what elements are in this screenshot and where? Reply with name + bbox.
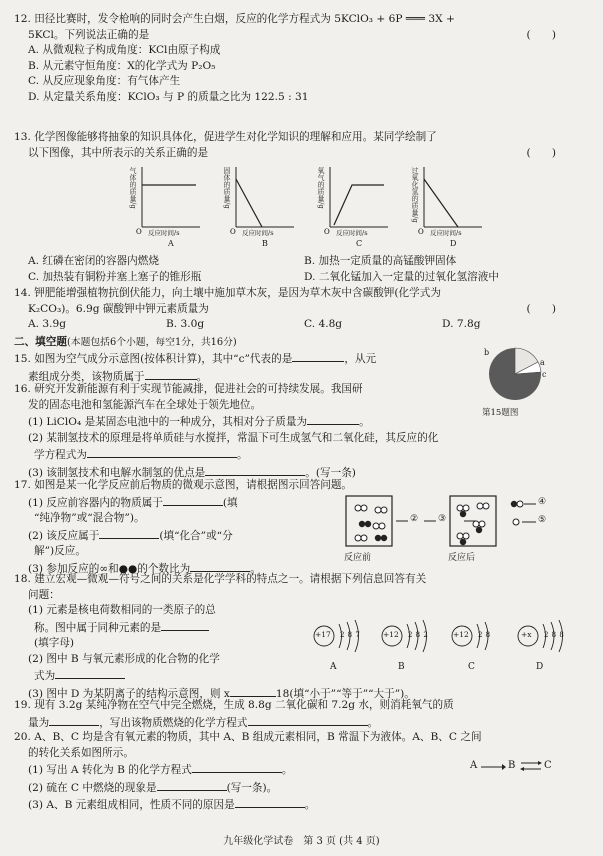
answer-blank[interactable] — [145, 368, 197, 380]
q17-part2-cont: 解”)反应。 — [34, 545, 86, 557]
answer-blank[interactable] — [307, 413, 359, 425]
q12-option-b: B. 从元素守恒角度：X的化学式为 P₂O₅ — [28, 59, 216, 72]
answer-blank[interactable] — [205, 464, 305, 476]
q14-option-c: C. 4.8g — [304, 318, 343, 330]
section-title: 二、填空题(本题包括6个小题，每空1分，共16分) — [14, 336, 237, 348]
answer-blank[interactable] — [248, 714, 368, 726]
atom-b-caption: B — [398, 662, 405, 672]
arrow-icon — [480, 762, 506, 772]
svg-text:O: O — [418, 228, 424, 235]
q20-line2: 的转化关系如图所示。 — [28, 746, 134, 759]
q13-option-d: D. 二氧化锰加入一定量的过氧化氢溶液中 — [304, 270, 499, 283]
answer-blank[interactable] — [161, 619, 209, 631]
q16-part3: (3) 该制氢技术和电解水制氢的优点是 。(写一条) — [14, 464, 580, 482]
q17-part2: (2) 该反应属于 (填“化合”或“分 — [14, 527, 580, 545]
mark-2: ② — [410, 514, 419, 524]
q13-options — [14, 254, 580, 285]
q20-line1: 20. A、B、C 均是含有氧元素的物质，其中 A、B 组成元素相同，B 常温下为液体。A、B、C 之间 — [14, 731, 482, 743]
graph-c-caption: C — [356, 239, 363, 248]
q17-part3: (3) 参加反应的∞和●●的个数比为 。 — [14, 560, 580, 578]
graph-d-plot — [410, 165, 484, 235]
q16-part1: (1) LiClO₄ 是某固态电池中的一种成分，其相对分子质量为 。 — [14, 413, 580, 431]
q15-line1: 15. 如图为空气成分示意图(按体积计算)，其中“c”代表的是 ，从元 — [14, 350, 474, 368]
answer-blank[interactable] — [292, 350, 344, 362]
graph-a — [128, 165, 202, 247]
atom-d-caption: D — [536, 662, 544, 672]
graph-c-ylabel: 氧气的质量/g — [317, 167, 325, 209]
before-label: 反应前 — [344, 553, 372, 563]
atom-c-caption: C — [468, 662, 475, 672]
atom-a-shells: 2 8 7 — [340, 631, 361, 639]
q12-line2: 5KCl。下列说法正确的是 ( ) — [14, 28, 580, 44]
graph-b-plot — [222, 165, 296, 235]
q20-part2: (2) 硫在 C 中燃烧的现象是 (写一条)。 — [14, 779, 580, 797]
graph-d-xlabel: 反应时间/s — [430, 229, 462, 237]
figure-caption: 第15题图 — [482, 408, 519, 418]
question-16 — [14, 382, 580, 481]
question-14 — [14, 286, 580, 333]
q20-part3: (3) A、B 元素组成相同，性质不同的原因是 。 — [14, 796, 580, 814]
answer-blank[interactable] — [87, 446, 237, 458]
q18-line2: 问题： — [28, 588, 60, 601]
graph-a-xlabel: 反应时间/s — [148, 229, 180, 237]
answer-paren: ( ) — [526, 28, 556, 41]
q16-line2: 发的固态电池和氢能源汽车在全球处于领先地位。 — [28, 398, 262, 411]
answer-paren: ( ) — [526, 146, 556, 159]
relation-b: B — [508, 760, 516, 771]
answer-blank[interactable] — [157, 779, 227, 791]
q13-line2: 以下图像，其中所表示的关系正确的是 ( ) — [14, 146, 580, 162]
atom-b-nucleus: +12 — [383, 630, 399, 639]
q14-line2: K₂CO₃)。6.9g 碳酸钾中钾元素质量为 ( ) — [14, 302, 580, 318]
q13-line1: 13. 化学图像能够将抽象的知识具体化，促进学生对化学知识的理解和应用。某同学绘制了 — [14, 131, 437, 143]
reaction-diagram — [342, 494, 582, 572]
atom-b-shells: 2 8 2 — [408, 631, 429, 639]
reversible-arrow-icon — [520, 759, 542, 773]
q13-option-c: C. 加热装有铜粉并塞上塞子的锥形瓶 — [28, 270, 202, 283]
q18-part1-cont: 称。图中属于同种元素的是 — [14, 619, 580, 637]
atom-d-nucleus: +x — [521, 630, 532, 639]
graph-b-caption: B — [262, 239, 268, 248]
after-label: 反应后 — [448, 553, 476, 563]
q17-part1-cont: “纯净物”或“混合物”)。 — [34, 512, 145, 524]
svg-text:O: O — [324, 228, 330, 235]
atom-d-shells: 2 8 8 — [544, 631, 565, 639]
q19-line1: 19. 现有 3.2g 某纯净物在空气中完全燃烧，生成 8.8g 二氧化碳和 7.2g 水，则消耗氧气的质 — [14, 699, 454, 711]
answer-blank[interactable] — [230, 685, 276, 697]
q14-option-a: A. 3.9g — [28, 318, 67, 330]
pie-label-a: a — [540, 358, 545, 367]
atom-a-nucleus: +17 — [315, 630, 331, 639]
graph-a-ylabel: 气体的质量/g — [129, 167, 137, 209]
graph-d — [410, 165, 484, 247]
answer-blank[interactable] — [235, 796, 305, 808]
q16-line1: 16. 研究开发新能源有利于实现节能减排，促进社会的可持续发展。我国研 — [14, 383, 363, 395]
graph-c-xlabel: 反应时间/s — [336, 229, 368, 237]
q20-part1: (1) 写出 A 转化为 B 的化学方程式 。 — [14, 761, 580, 779]
question-15 — [14, 350, 474, 385]
pie-label-c: c — [542, 370, 547, 379]
q13-option-a: A. 红磷在密闭的容器内燃烧 — [28, 255, 159, 267]
q12-option-a: A. 从微观粒子构成角度：KCl由原子构成 — [28, 44, 221, 56]
answer-blank[interactable] — [49, 714, 99, 726]
relation-c: C — [544, 760, 552, 771]
q18-part2: (2) 图中 B 与氧元素形成的化合物的化学 — [28, 652, 220, 665]
pie-label-b: b — [484, 348, 490, 357]
mark-5: ⑤ — [538, 515, 547, 525]
q12-line1: 12. 田径比赛时，发令枪响的同时会产生白烟，反应的化学方程式为 5KClO₃ + 6P ═══ 3X + — [14, 13, 455, 25]
atom-shells — [310, 614, 580, 664]
graph-a-plot — [128, 165, 202, 235]
graph-d-caption: D — [450, 239, 457, 248]
question-12 — [14, 12, 580, 105]
graph-a-caption: A — [168, 239, 174, 248]
svg-text:O: O — [230, 228, 236, 235]
q19-line2: 量为 ，写出该物质燃烧的化学方程式 。 — [14, 714, 580, 732]
graph-b — [222, 165, 296, 247]
atom-a-caption: A — [330, 662, 337, 672]
q15-line2: 素组成分类，该物质属于 。 — [14, 368, 474, 386]
q18-line1: 18. 建立宏观—微观—符号之间的关系是化学学科的特点之一。请根据下列信息回答有关 — [14, 573, 427, 585]
q12-option-c: C. 从反应现象角度：有气体产生 — [28, 75, 181, 87]
q17-part1: (1) 反应前容器内的物质属于 (填 — [14, 494, 580, 512]
mark-4: ④ — [538, 497, 547, 507]
answer-blank[interactable] — [163, 494, 223, 506]
graph-d-ylabel: 过氧化氢的质量/g — [411, 167, 419, 223]
answer-blank[interactable] — [190, 560, 250, 572]
graph-c — [316, 165, 390, 247]
graph-b-xlabel: 反应时间/s — [242, 229, 274, 237]
q18-part2-cont: 式为 — [14, 667, 580, 685]
relation-a: A — [470, 760, 478, 771]
relation-diagram — [470, 758, 570, 778]
q17-line1: 17. 如图是某一化学反应前后物质的微观示意图，请根据图示回答问题。 — [14, 479, 353, 491]
atom-c-shells: 2 8 — [478, 631, 491, 639]
q16-part2-cont: 学方程式为 。 — [14, 446, 580, 464]
q14-line1: 14. 钾肥能增强植物抗倒伏能力，向土壤中施加草木灰，是因为草木灰中含碳酸钾(化学式为 — [14, 287, 441, 299]
svg-text:O: O — [136, 228, 142, 235]
answer-blank[interactable] — [55, 667, 125, 679]
question-19 — [14, 698, 580, 731]
q13-option-b: B. 加热一定质量的高锰酸钾固体 — [304, 255, 457, 267]
q14-option-b: B. 3.0g — [166, 318, 205, 330]
atom-diagrams — [310, 614, 580, 676]
q16-part2: (2) 某制氢技术的原理是将单质硅与水搅拌，常温下可生成氢气和二氧化硅，其反应的化 — [28, 431, 439, 444]
graph-c-plot — [316, 165, 390, 235]
q18-part1: (1) 元素是核电荷数相同的一类原子的总 — [28, 604, 216, 616]
q18-part1-note: (填字母) — [34, 637, 75, 649]
q18-part3: (3) 图中 D 为某阴离子的结构示意图，则 x 18(填“小于”“等于”“大于”)。 — [14, 685, 580, 703]
atom-c-nucleus: +12 — [453, 630, 469, 639]
q12-option-d: D. 从定量关系角度：KClO₃ 与 P 的质量之比为 122.5 : 31 — [28, 90, 309, 103]
answer-blank[interactable] — [192, 761, 282, 773]
question-13 — [14, 130, 580, 161]
answer-blank[interactable] — [99, 527, 159, 539]
answer-paren: ( ) — [526, 302, 556, 315]
graph-b-ylabel: 固体的质量/g — [223, 167, 231, 209]
mark-3: ③ — [438, 514, 447, 524]
page-footer: 九年级化学试卷 第 3 页 (共 4 页) — [223, 836, 380, 847]
q14-option-d: D. 7.8g — [442, 318, 481, 330]
